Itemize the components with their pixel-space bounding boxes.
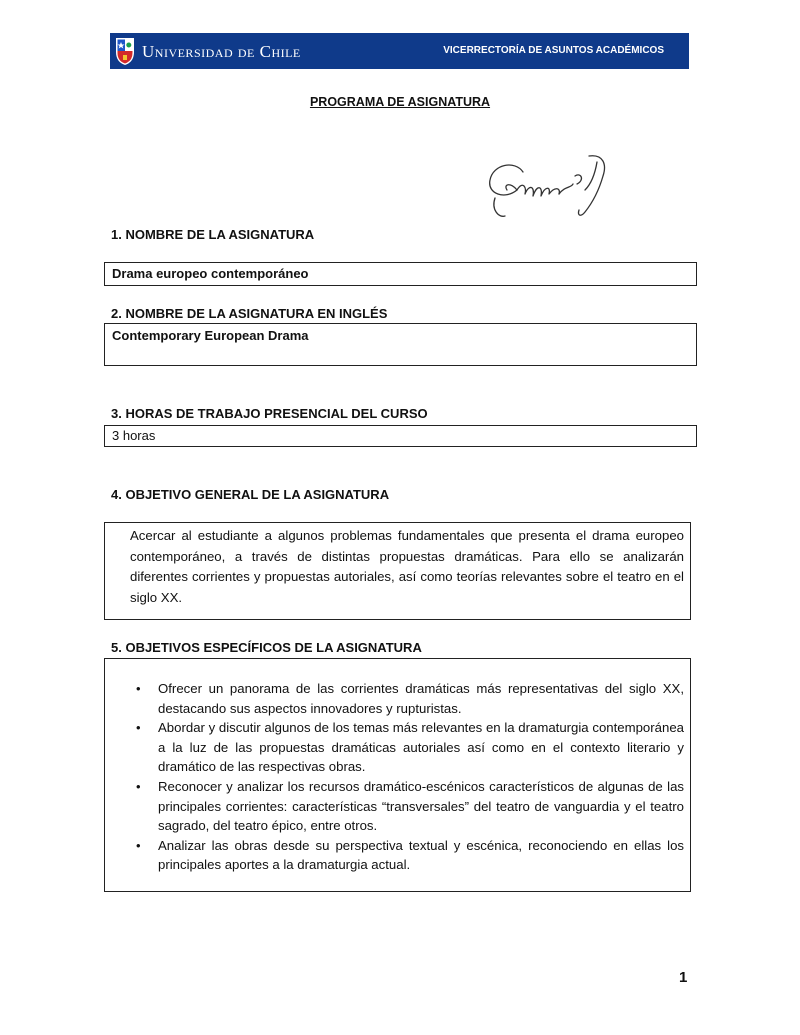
section-1-box (104, 262, 697, 286)
list-item (130, 777, 684, 836)
hours-value: 3 horas (112, 428, 156, 443)
section-5-box (104, 658, 691, 892)
header-banner (110, 33, 689, 69)
objective-text: Abordar y discutir algunos de los temas más relevantes en la dramaturgia contemporánea a la luz de las propuestas dramáticas autoriales así como en el contexto literario y dramático de las respectivas obras. (158, 720, 684, 775)
page-number: 1 (679, 969, 688, 986)
section-2-heading: 2. NOMBRE DE LA ASIGNATURA EN INGLÉS (111, 306, 388, 321)
specific-objectives-list (130, 679, 684, 875)
document-title: PROGRAMA DE ASIGNATURA (309, 95, 491, 109)
list-item (130, 836, 684, 875)
section-4-box (104, 522, 691, 620)
bullet-icon: • (136, 681, 141, 696)
university-crest-icon (114, 36, 136, 66)
university-name: Universidad de Chile (142, 42, 301, 61)
section-3-heading: 3. HORAS DE TRABAJO PRESENCIAL DEL CURSO (111, 406, 428, 421)
objective-text: Ofrecer un panorama de las corrientes dramáticas más representativas del siglo XX, destacando sus aspectos innovadores y rupturistas. (158, 681, 684, 716)
section-1-heading: 1. NOMBRE DE LA ASIGNATURA (111, 227, 315, 242)
section-2-box (104, 323, 697, 366)
vicerrectoria-name: VICERRECTORÍA DE ASUNTOS ACADÉMICOS (443, 45, 664, 56)
course-name-english-value: Contemporary European Drama (112, 328, 309, 343)
course-name-value: Drama europeo contemporáneo (112, 266, 309, 281)
general-objective-text: Acercar al estudiante a algunos problemas fundamentales que presenta el drama europeo contemporáneo, a través de distintas propuestas dramáticas. Para ello se analizarán diferentes corrientes y propuestas autoriales, así como teorías relevantes sobre el teatro en el siglo XX. (130, 528, 684, 605)
bullet-icon: • (136, 720, 141, 736)
section-3-box (104, 425, 697, 447)
list-item (130, 718, 684, 777)
bullet-icon: • (136, 837, 141, 853)
section-4-heading: 4. OBJETIVO GENERAL DE LA ASIGNATURA (111, 487, 390, 502)
bullet-icon: • (136, 778, 141, 794)
signature-image (485, 150, 615, 222)
objective-text: Analizar las obras desde su perspectiva textual y escénica, reconociendo en ellas los principales aportes a la dramaturgia actual. (158, 837, 684, 873)
list-item (130, 679, 684, 718)
section-5-heading: 5. OBJETIVOS ESPECÍFICOS DE LA ASIGNATURA (111, 640, 422, 655)
objective-text: Reconocer y analizar los recursos dramático-escénicos característicos de algunas de las principales corrientes: características “transversales” del teatro de vanguardia y el teatro sagrado, del teatro épico, entre otros. (158, 778, 684, 834)
